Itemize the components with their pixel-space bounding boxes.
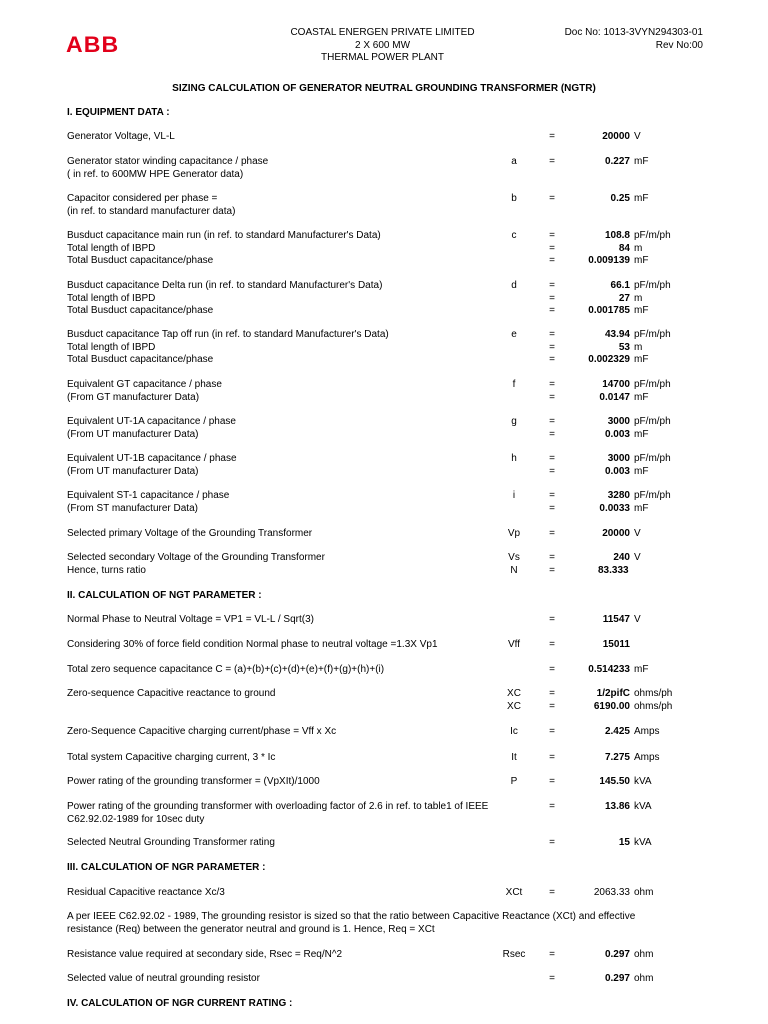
row-unit: mF — [634, 664, 649, 675]
row-symbol: Rsec — [502, 949, 526, 960]
row-value: 20000 — [602, 528, 630, 539]
row-eq: = — [549, 973, 555, 984]
row-desc: Power rating of the grounding transformer = (VpXIt)/1000 — [67, 776, 320, 787]
row-capacitor-per-phase — [0, 193, 768, 218]
row-unit: pF/m/ph — [634, 280, 671, 291]
row-eq: = — [549, 614, 555, 625]
row-value: 13.86 — [604, 801, 630, 812]
row-eq: = — [549, 639, 555, 650]
row-unit: kVA — [634, 801, 652, 812]
row-desc: Total Busduct capacitance/phase — [67, 305, 214, 316]
row-ic — [0, 726, 768, 739]
row-symbol: i — [512, 490, 516, 501]
row-desc: Normal Phase to Neutral Voltage = VP1 = VL-L / Sqrt(3) — [67, 614, 314, 625]
row-desc: (From GT manufacturer Data) — [67, 391, 200, 403]
row-eq: = — [549, 305, 555, 316]
row-eq: = — [549, 726, 555, 737]
row-unit: pF/m/ph — [634, 329, 671, 340]
row-value: 43.94 — [604, 329, 630, 340]
row-eq: = — [549, 341, 555, 353]
row-busduct-tap-run — [0, 329, 768, 367]
row-unit: V — [634, 614, 641, 625]
row-symbol: c — [511, 230, 517, 241]
row-value: 53 — [618, 341, 630, 353]
row-value: 7.275 — [604, 752, 630, 763]
row-xc — [0, 688, 768, 713]
row-desc-note: ( in ref. to 600MW HPE Generator data) — [67, 168, 244, 180]
row-value: 0.0147 — [599, 391, 630, 403]
row-symbol: g — [511, 416, 517, 427]
row-value: 84 — [618, 242, 630, 254]
row-desc: Total Busduct capacitance/phase — [67, 255, 214, 266]
row-value: 145.50 — [599, 776, 630, 787]
row-value: 2063.33 — [593, 887, 630, 898]
row-unit: ohms/ph — [634, 688, 673, 699]
row-unit: mF — [634, 465, 649, 477]
row-eq: = — [549, 949, 555, 960]
row-unit: pF/m/ph — [634, 416, 671, 427]
row-value: 0.002329 — [588, 354, 630, 365]
row-unit: ohms/ph — [634, 700, 673, 712]
row-eq: = — [549, 292, 555, 304]
section-ngr-current-rating: IV. CALCULATION OF NGR CURRENT RATING : — [67, 998, 293, 1009]
row-eq: = — [549, 354, 555, 365]
plant-capacity: 2 X 600 MW — [354, 39, 411, 51]
row-rsec — [0, 949, 768, 962]
row-unit: ohm — [634, 973, 654, 984]
row-power-rating-overload — [0, 801, 768, 827]
row-eq: = — [549, 490, 555, 501]
row-value: 0.514233 — [588, 664, 630, 675]
row-value: 0.227 — [604, 156, 630, 167]
row-it — [0, 752, 768, 765]
row-desc: Hence, turns ratio — [67, 564, 146, 576]
row-unit: kVA — [634, 776, 652, 787]
row-desc: Total system Capacitive charging current, 3 * Ic — [67, 752, 276, 763]
row-desc: Total Busduct capacitance/phase — [67, 354, 214, 365]
row-vff — [0, 639, 768, 652]
row-eq: = — [549, 502, 555, 514]
section-ngt-parameter: II. CALCULATION OF NGT PARAMETER : — [67, 590, 262, 601]
row-eq: = — [549, 131, 555, 142]
row-value: 11547 — [602, 614, 630, 625]
row-unit: mF — [634, 193, 649, 204]
abb-logo: ABB — [66, 32, 120, 57]
row-desc: Power rating of the grounding transformer with overloading factor of 2.6 in ref. to table1 of IEEE C62.92.02-1989 for 10sec duty — [67, 801, 489, 825]
row-unit: m — [634, 292, 643, 304]
row-symbol: Ic — [510, 726, 518, 737]
row-ut1b-capacitance — [0, 453, 768, 478]
row-eq: = — [549, 242, 555, 254]
row-symbol: a — [511, 156, 517, 167]
row-desc: Equivalent GT capacitance / phase — [67, 379, 222, 390]
row-desc: Busduct capacitance Tap off run (in ref. to standard Manufacturer's Data) — [67, 329, 389, 340]
row-eq: = — [549, 552, 555, 563]
row-unit: mF — [634, 156, 649, 167]
row-eq: = — [549, 156, 555, 167]
row-desc: (From UT manufacturer Data) — [67, 465, 199, 477]
company-block — [250, 27, 515, 65]
row-secondary-voltage — [0, 552, 768, 577]
row-value: 6190.00 — [593, 700, 630, 712]
row-unit: ohm — [634, 887, 654, 898]
row-vp1 — [0, 614, 768, 627]
row-eq: = — [549, 280, 555, 291]
row-unit: mF — [634, 391, 649, 403]
row-unit: m — [634, 341, 643, 353]
row-unit: kVA — [634, 837, 652, 848]
row-value: 0.25 — [610, 193, 630, 204]
row-primary-voltage — [0, 528, 768, 541]
row-desc: Total length of IBPD — [67, 242, 156, 254]
row-eq: = — [549, 528, 555, 539]
row-value: 0.003 — [604, 428, 630, 440]
row-value: 83.333 — [598, 564, 629, 576]
row-eq: = — [549, 700, 555, 712]
row-desc: Busduct capacitance main run (in ref. to standard Manufacturer's Data) — [67, 230, 381, 241]
row-value: 108.8 — [604, 230, 630, 241]
row-selected-ngt-rating — [0, 837, 768, 850]
row-symbol: XCt — [505, 887, 523, 898]
row-symbol: It — [511, 752, 517, 763]
row-symbol: P — [510, 776, 518, 787]
row-unit: pF/m/ph — [634, 230, 671, 241]
row-desc: Residual Capacitive reactance Xc/3 — [67, 887, 225, 898]
row-symbol: Vs — [508, 552, 520, 563]
row-eq: = — [549, 379, 555, 390]
row-symbol: f — [512, 379, 516, 390]
row-desc: Resistance value required at secondary side, Rsec = Req/N^2 — [67, 949, 343, 960]
row-desc: Selected primary Voltage of the Grounding Transformer — [67, 528, 313, 539]
row-unit: pF/m/ph — [634, 379, 671, 390]
row-value: 2.425 — [604, 726, 630, 737]
row-value: 240 — [613, 552, 630, 563]
section-ngr-parameter: III. CALCULATION OF NGR PARAMETER : — [67, 862, 266, 873]
row-eq: = — [549, 391, 555, 403]
row-eq: = — [549, 465, 555, 477]
row-eq: = — [549, 329, 555, 340]
row-desc: Considering 30% of force field condition Normal phase to neutral voltage =1.3X Vp1 — [67, 639, 438, 650]
row-symbol: e — [511, 329, 517, 340]
doc-info — [565, 27, 703, 52]
row-xct — [0, 887, 768, 900]
doc-number: Doc No: 1013-3VYN294303-01 — [564, 27, 703, 38]
row-desc: (From UT manufacturer Data) — [67, 428, 199, 440]
row-desc: Total zero sequence capacitance C = (a)+(b)+(c)+(d)+(e)+(f)+(g)+(h)+(i) — [67, 664, 385, 675]
row-ieee-note — [0, 911, 768, 937]
ieee-note-text: A per IEEE C62.92.02 - 1989, The grounding resistor is sized so that the ratio between Capacitive Reactance (XCt) and effective resistance (Req) between the generator neutral and ground is 1. Hence, Req = XCt — [67, 911, 636, 935]
row-symbol: N — [510, 564, 518, 576]
row-unit: mF — [634, 305, 649, 316]
row-value: 0.0033 — [599, 502, 630, 514]
row-eq: = — [549, 801, 555, 812]
row-eq: = — [549, 255, 555, 266]
row-unit: pF/m/ph — [634, 490, 671, 501]
row-stator-capacitance — [0, 156, 768, 181]
row-total-zero-seq-capacitance — [0, 664, 768, 677]
row-desc: Selected Neutral Grounding Transformer rating — [67, 837, 275, 848]
row-desc: Equivalent UT-1B capacitance / phase — [67, 453, 237, 464]
row-desc: Busduct capacitance Delta run (in ref. to standard Manufacturer's Data) — [67, 280, 383, 291]
row-value: 20000 — [602, 131, 630, 142]
row-eq: = — [549, 837, 555, 848]
row-busduct-main-run — [0, 230, 768, 268]
row-eq: = — [549, 193, 555, 204]
row-symbol: d — [511, 280, 517, 291]
row-eq: = — [549, 416, 555, 427]
row-unit: Amps — [634, 752, 660, 763]
row-desc: Equivalent ST-1 capacitance / phase — [67, 490, 230, 501]
row-unit: mF — [634, 428, 649, 440]
row-value: 3000 — [607, 453, 630, 464]
row-value: 3280 — [607, 490, 630, 501]
row-value: 1/2pifC — [596, 688, 630, 699]
row-value: 15 — [618, 837, 630, 848]
revision-number: Rev No:00 — [655, 39, 703, 51]
document-title: SIZING CALCULATION OF GENERATOR NEUTRAL GROUNDING TRANSFORMER (NGTR) — [172, 83, 596, 94]
section-equipment-data: I. EQUIPMENT DATA : — [67, 107, 170, 118]
row-desc: (From ST manufacturer Data) — [67, 502, 198, 514]
row-unit: pF/m/ph — [634, 453, 671, 464]
row-value: 0.009139 — [588, 255, 630, 266]
row-unit: mF — [634, 255, 649, 266]
row-busduct-delta-run — [0, 280, 768, 318]
row-symbol: h — [511, 453, 517, 464]
row-symbol: b — [511, 193, 517, 204]
row-unit: m — [634, 242, 643, 254]
row-eq: = — [549, 428, 555, 440]
row-desc: Zero-sequence Capacitive reactance to ground — [67, 688, 276, 699]
row-desc: Total length of IBPD — [67, 341, 156, 353]
row-value: 0.003 — [604, 465, 630, 477]
row-symbol: XC — [507, 688, 521, 699]
row-symbol: Vp — [507, 528, 521, 539]
plant-type: THERMAL POWER PLANT — [321, 52, 444, 63]
row-eq: = — [549, 564, 555, 576]
row-unit: mF — [634, 502, 649, 514]
row-generator-voltage — [0, 131, 768, 144]
row-value: 66.1 — [610, 280, 630, 291]
row-unit: mF — [634, 354, 649, 365]
row-unit: V — [634, 552, 641, 563]
row-value: 0.297 — [604, 973, 630, 984]
row-eq: = — [549, 230, 555, 241]
row-unit: V — [634, 131, 641, 142]
row-value: 15011 — [602, 639, 630, 650]
row-eq: = — [549, 688, 555, 699]
row-desc: Generator stator winding capacitance / phase — [67, 156, 269, 167]
row-eq: = — [549, 752, 555, 763]
row-st1-capacitance — [0, 490, 768, 515]
row-gt-capacitance — [0, 379, 768, 404]
row-desc: Total length of IBPD — [67, 292, 156, 304]
row-eq: = — [549, 664, 555, 675]
row-value: 3000 — [607, 416, 630, 427]
row-symbol: XC — [507, 700, 521, 712]
row-power-rating — [0, 776, 768, 789]
row-unit: V — [634, 528, 641, 539]
row-desc: Selected secondary Voltage of the Grounding Transformer — [67, 552, 325, 563]
row-desc: Equivalent UT-1A capacitance / phase — [67, 416, 236, 427]
row-value: 27 — [618, 292, 630, 304]
row-value: 0.297 — [604, 949, 630, 960]
company-name: COASTAL ENERGEN PRIVATE LIMITED — [290, 27, 475, 38]
row-desc: Selected value of neutral grounding resistor — [67, 973, 260, 984]
row-desc-note: (in ref. to standard manufacturer data) — [67, 205, 236, 217]
row-ut1a-capacitance — [0, 416, 768, 441]
row-eq: = — [549, 776, 555, 787]
row-value: 0.001785 — [588, 305, 630, 316]
row-desc: Zero-Sequence Capacitive charging current/phase = Vff x Xc — [67, 726, 337, 737]
row-eq: = — [549, 887, 555, 898]
row-value: 14700 — [602, 379, 630, 390]
row-desc: Generator Voltage, VL-L — [67, 131, 175, 142]
row-selected-ngr — [0, 973, 768, 986]
row-eq: = — [549, 453, 555, 464]
row-unit: ohm — [634, 949, 654, 960]
row-desc: Capacitor considered per phase = — [67, 193, 218, 204]
row-unit: Amps — [634, 726, 660, 737]
row-symbol: Vff — [507, 639, 521, 650]
